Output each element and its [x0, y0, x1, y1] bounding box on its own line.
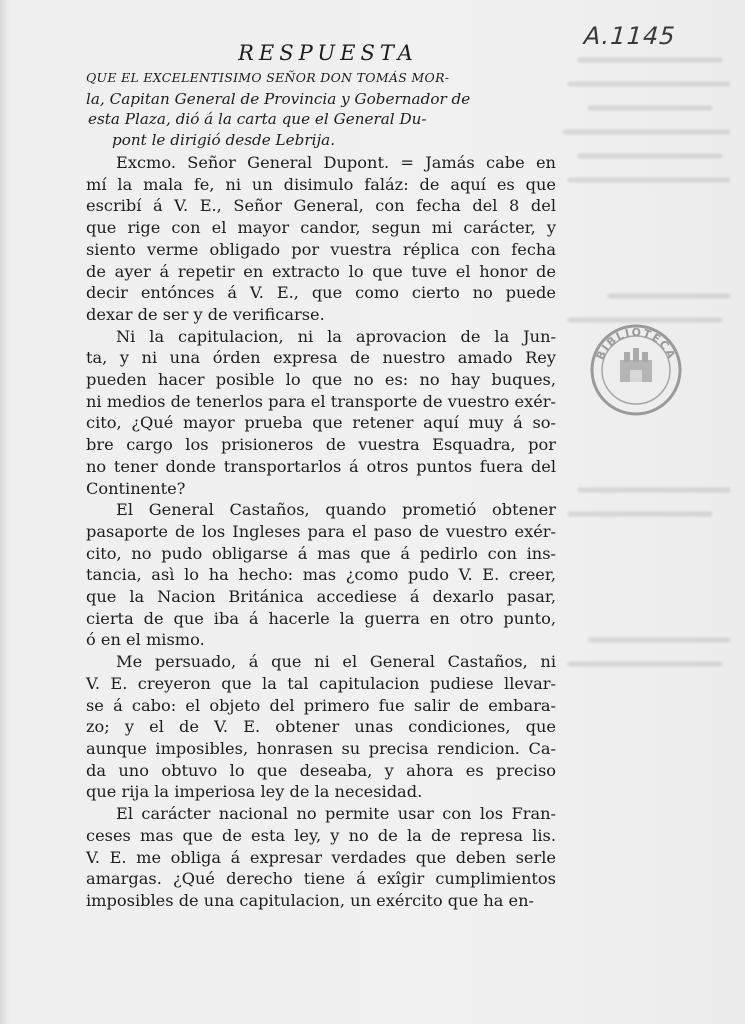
document-subtitle: [86, 68, 556, 150]
show-through-texture: [560, 40, 730, 940]
paragraph: [86, 326, 556, 500]
paragraph-line: de ayer á repetir en extracto lo que tuve el honor de: [86, 261, 556, 281]
paragraph-line: ceses mas que de esta ley, y no de la de represa lis.: [86, 825, 556, 845]
paragraph-line: Me persuado, á que ni el General Castaños, ni: [116, 652, 556, 672]
paragraph-line: ni medios de tenerlos para el transporte de vuestro exér-: [86, 391, 556, 411]
paragraph-line: V. E. me obliga á expresar verdades que deben serle: [86, 847, 556, 867]
paragraph-line: cito, ¿Qué mayor prueba que retener aquí muy á so-: [86, 413, 556, 433]
subtitle-line: pont le dirigió desde Lebrija.: [112, 130, 336, 149]
paragraph-line: amargas. ¿Qué derecho tiene á exîgir cumplimientos: [86, 869, 556, 889]
document-body: [86, 152, 556, 912]
paragraph-line: que rige con el mayor candor, segun mi carácter, y: [86, 218, 556, 238]
paragraph-line: zo; y el de V. E. obtener unas condiciones, que: [86, 717, 556, 737]
paragraph-line: cito, no pudo obligarse á mas que á pedirlo con ins-: [86, 543, 556, 563]
stamp-text: BIBLIOTECA: [593, 325, 679, 362]
paragraph-line: aunque imposibles, honrasen su precisa rendicion. Ca-: [86, 738, 556, 758]
paragraph-line: pueden hacer posible lo que no es: no hay buques,: [86, 370, 556, 390]
paragraph-line: escribí á V. E., Señor General, con fecha del 8 del: [86, 196, 556, 216]
paragraph-line: Continente?: [86, 478, 186, 498]
paragraph-line: ta, y ni una órden expresa de nuestro amado Rey: [86, 348, 556, 368]
paragraph-line: imposibles de una capitulacion, un exército que ha en-: [86, 890, 535, 910]
subtitle-line: la, Capitan General de Provincia y Gobernador de: [86, 89, 471, 108]
accession-mark: A.1145: [583, 22, 677, 50]
paragraph-line: Excmo. Señor General Dupont. = Jamás cabe en: [116, 153, 556, 172]
paragraph: [86, 499, 556, 651]
library-stamp: [588, 322, 684, 418]
paragraph-line: El carácter nacional no permite usar con los Fran-: [116, 804, 556, 824]
paragraph-line: V. E. creyeron que la tal capitulacion pudiese llevar-: [86, 673, 556, 693]
paragraph: [86, 803, 556, 912]
document-text: [86, 40, 556, 912]
paragraph-line: siento verme obligado por vuestra réplica con fecha: [86, 239, 556, 259]
paragraph-line: tancia, asì lo ha hecho: mas ¿como pudo V. E. creer,: [86, 565, 556, 585]
paragraph: [86, 152, 556, 326]
paragraph-line: cierta de que iba á hacerle la guerra en otro punto,: [86, 608, 556, 628]
paragraph-line: se á cabo: el objeto del primero fue salir de embara-: [86, 695, 556, 715]
subtitle-line: QUE EL EXCELENTISIMO SEÑOR DON TOMÁS MOR-: [86, 70, 450, 85]
subtitle-line: esta Plaza, dió á la carta que el General Du-: [88, 110, 427, 128]
paragraph-line: que la Nacion Británica accediese á dexarlo pasar,: [86, 587, 556, 607]
paragraph: [86, 651, 556, 803]
paragraph-line: no tener donde transportarlos á otros puntos fuera del: [86, 456, 556, 476]
document-title: RESPUESTA: [238, 41, 418, 65]
paragraph-line: dexar de ser y de verificarse.: [86, 304, 325, 324]
paragraph-line: El General Castaños, quando prometió obtener: [116, 500, 556, 520]
paragraph-line: bre cargo los prisioneros de vuestra Esquadra, por: [86, 435, 556, 455]
library-seal-icon: [620, 348, 652, 382]
paragraph-line: que rija la imperiosa ley de la necesidad.: [86, 782, 423, 802]
paragraph-line: ó en el mismo.: [86, 630, 205, 650]
paragraph-line: decir entónces á V. E., que como cierto no puede: [86, 283, 556, 303]
paragraph-line: Ni la capitulacion, ni la aprovacion de la Jun-: [116, 326, 556, 346]
paragraph-line: mí la mala fe, ni un disimulo faláz: de aquí es que: [86, 174, 556, 194]
paragraph-line: da uno obtuvo lo que deseaba, y ahora es preciso: [86, 760, 556, 780]
paragraph-line: pasaporte de los Ingleses para el paso de vuestro exér-: [86, 521, 556, 541]
